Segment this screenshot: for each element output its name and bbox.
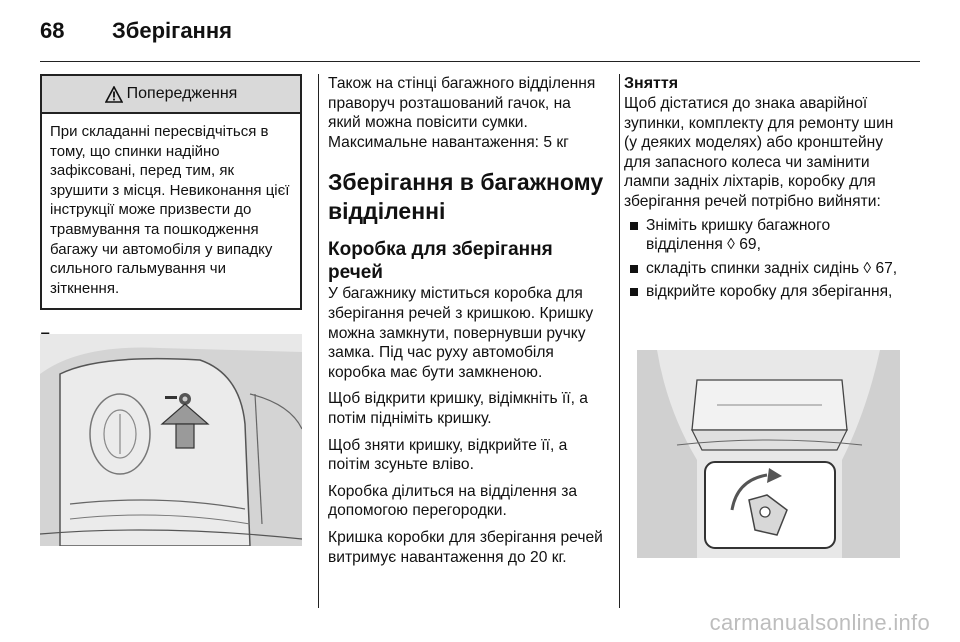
removal-text: Щоб дістатися до знака аварійної зупинки, комплекту для ремонту шин (у деяких моделях) або кронштейну для запасного колеса чи замінити лампи задніх ліхтарів, коробку для зберігання речей потрібно вийняти: [624,95,894,210]
warning-box [40,74,302,310]
list-item: складіть спинки задніх сидінь ◊ 67, [624,259,904,279]
paragraph: Коробка ділиться на відділення за допомогою перегородки. [328,482,578,520]
warning-text: При складанні пересвідчіться в тому, що спинки надійно зафіксовані, перед тим, як зрушити з місця. Невиконання цієї інструкції може призвести до травмування та пошкодження багажу чи автомобіля у випадку сильного гальмування чи зіткнення. [50,123,290,297]
removal-steps [624,216,904,302]
column-2 [328,74,604,567]
warning-triangle-icon [105,86,123,103]
storage-box-heading: Коробка для зберігання речей [328,239,553,284]
paragraph: Щоб зняти кришку, відкрийте її, а поітім зсуньте вліво. [328,436,568,474]
column-divider [318,74,319,608]
paragraph: У багажнику міститься коробка для зберігання речей з кришкою. Кришку можна замкнути, повернувши ручку замка. Під час руху автомобіля коробка має бути замкненою. [328,285,594,381]
list-item: Зніміть кришку багажного відділення ◊ 69, [624,216,904,255]
header-rule [40,61,920,62]
warning-title: Попередження [126,85,238,102]
page-title: Зберігання [112,18,232,43]
page-header [40,18,232,44]
column-3 [624,74,904,306]
column-1 [40,74,302,350]
section-heading: Зберігання в багажному відділенні [328,169,604,225]
bag-hook-illustration [40,334,302,546]
paragraph: Щоб відкрити кришку, відімкніть її, а потім підніміть кришку. [328,390,588,427]
column-divider [619,74,620,608]
watermark: carmanualsonline.info [709,610,930,635]
warning-header [42,76,300,114]
list-item: відкрийте коробку для зберігання, [624,282,904,302]
removal-heading: Зняття [624,75,679,92]
paragraph: Кришка коробки для зберігання речей витримує навантаження до 20 кг. [328,528,603,566]
page-number: 68 [40,18,65,43]
hook-description: Також на стінці багажного відділення праворуч розташований гачок, на який можна повісити сумки. Максимальне навантаження: 5 кг [328,75,596,151]
storage-box-illustration [637,350,900,558]
